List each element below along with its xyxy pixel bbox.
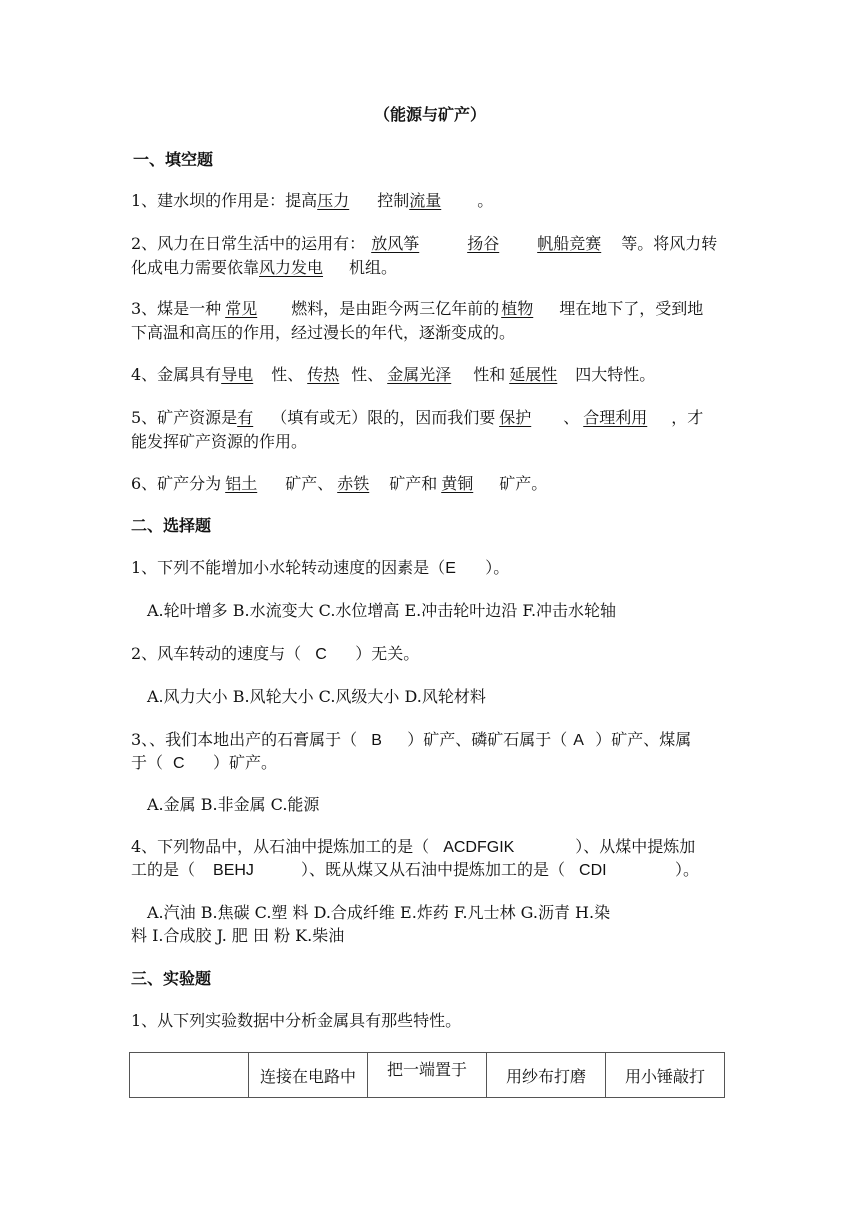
- section-heading-experiment: 三、实验题: [131, 969, 212, 988]
- answer-blank: 延展性: [509, 365, 558, 384]
- choice-question-4-line2: [131, 859, 699, 882]
- answer-blank: 流量: [409, 191, 442, 210]
- choice-question-4: [131, 836, 695, 859]
- question-text: 2、风力在日常生活中的运用有：: [131, 234, 366, 253]
- fill-question-1: [131, 190, 493, 212]
- question-text: 于（: [131, 753, 164, 772]
- answer-blank: 铝土: [225, 474, 258, 493]
- question-text: 工的是（: [131, 860, 196, 879]
- question-text: 燃料，是由距今两三亿年前的: [291, 299, 500, 318]
- question-text: 四大特性。: [575, 365, 656, 384]
- question-text: 性和: [473, 365, 506, 384]
- answer-choice: A: [573, 732, 584, 749]
- question-text: （填有或无）限的，因而我们要: [271, 408, 496, 427]
- answer-choice: CDI: [579, 862, 607, 879]
- answer-choice: BEHJ: [213, 862, 254, 879]
- fill-question-5: [131, 407, 703, 429]
- question-text: ，才: [671, 408, 704, 427]
- fill-question-5-line2: 能发挥矿产资源的作用。: [131, 432, 308, 451]
- question-text: 2、风车转动的速度与（: [131, 644, 302, 663]
- table-header-cell: 用纱布打磨: [487, 1053, 606, 1098]
- choice-question-4-options: A.汽油 B.焦碳 C.塑 料 D.合成纤维 E.炸药 F.凡士林 G.沥青 H.染: [147, 903, 611, 922]
- fill-question-3: [131, 298, 703, 320]
- choice-question-1-options: A.轮叶增多 B.水流变大 C.水位增高 E.冲击轮叶边沿 F.冲击水轮轴: [147, 601, 617, 620]
- question-text: 3、、我们本地出产的石膏属于（: [131, 730, 358, 749]
- question-text: 1、下列不能增加小水轮转动速度的因素是（: [131, 558, 446, 577]
- choice-question-4-options-line2: 料 I.合成胶 J. 肥 田 粉 K.柴油: [131, 926, 345, 945]
- answer-choice: E: [445, 560, 456, 577]
- experiment-table: [129, 1052, 725, 1098]
- answer-blank: 压力: [317, 191, 350, 210]
- answer-blank: 扬谷: [467, 234, 500, 253]
- answer-blank: 放风筝: [371, 234, 420, 253]
- question-text: ）矿产、磷矿石属于（: [407, 730, 568, 749]
- answer-choice: B: [371, 732, 382, 749]
- answer-blank: 保护: [499, 408, 532, 427]
- answer-choice: ACDFGIK: [443, 839, 515, 856]
- experiment-question-1: 1、从下列实验数据中分析金属具有那些特性。: [131, 1011, 462, 1030]
- question-text: ）。: [485, 558, 510, 577]
- choice-question-3-line2: [131, 752, 277, 775]
- section-heading-fill-blank: 一、填空题: [133, 150, 214, 169]
- choice-question-3-options: A.金属 B.非金属 C.能源: [147, 795, 320, 814]
- question-text: 矿产、: [285, 474, 334, 493]
- answer-blank: 常见: [225, 299, 258, 318]
- question-text: ）、既从煤又从石油中提炼加工的是（: [301, 860, 566, 879]
- question-text: 6、矿产分为: [131, 474, 222, 493]
- question-text: 化成电力需要依靠: [131, 258, 260, 277]
- question-text: 4、金属具有: [131, 365, 222, 384]
- table-header-cell: 把一端置于: [368, 1053, 487, 1098]
- question-text: 5、矿产资源是: [131, 408, 238, 427]
- question-text: 。: [477, 191, 494, 210]
- question-text: ）矿产。: [213, 753, 278, 772]
- fill-question-2-line2: [131, 257, 397, 279]
- choice-question-2: [131, 643, 419, 666]
- question-text: 机组。: [349, 258, 398, 277]
- answer-blank: 赤铁: [337, 474, 370, 493]
- answer-choice: C: [173, 755, 185, 772]
- choice-question-1: [131, 557, 509, 580]
- answer-blank: 导电: [221, 365, 254, 384]
- question-text: 4、下列物品中，从石油中提炼加工的是（: [131, 837, 430, 856]
- question-text: 控制: [377, 191, 410, 210]
- section-heading-choice: 二、选择题: [131, 516, 212, 535]
- question-text: 、: [563, 408, 580, 427]
- question-text: 等。将风力转: [621, 234, 718, 253]
- question-text: ）。: [675, 860, 700, 879]
- question-text: ）矿产、煤属: [595, 730, 692, 749]
- table-header-cell: 连接在电路中: [249, 1053, 368, 1098]
- answer-blank: 金属光泽: [387, 365, 452, 384]
- question-text: ）、从煤中提炼加: [575, 837, 696, 856]
- fill-question-6: [131, 473, 547, 495]
- answer-blank: 传热: [307, 365, 340, 384]
- question-text: 性、: [351, 365, 384, 384]
- answer-blank: 风力发电: [259, 258, 324, 277]
- question-text: 矿产和: [389, 474, 438, 493]
- question-text: 3、煤是一种: [131, 299, 222, 318]
- choice-question-3: [131, 729, 691, 752]
- answer-blank: 植物: [501, 299, 534, 318]
- question-text: 埋在地下了，受到地: [559, 299, 704, 318]
- fill-question-4: [131, 364, 655, 386]
- table-header-row: [130, 1053, 725, 1098]
- choice-question-2-options: A.风力大小 B.风轮大小 C.风级大小 D.风轮材料: [147, 687, 486, 706]
- answer-blank: 帆船竞赛: [537, 234, 602, 253]
- fill-question-2: [131, 233, 717, 255]
- question-text: 性、: [271, 365, 304, 384]
- answer-choice: C: [315, 646, 327, 663]
- answer-blank: 黄铜: [441, 474, 474, 493]
- question-text: ）无关。: [355, 644, 420, 663]
- question-text: 1、建水坝的作用是：提高: [131, 191, 318, 210]
- answer-blank: 有: [237, 408, 254, 427]
- table-header-cell: [130, 1053, 249, 1098]
- fill-question-3-line2: 下高温和高压的作用，经过漫长的年代，逐渐变成的。: [131, 323, 516, 342]
- page-title: （能源与矿产）: [373, 105, 486, 124]
- answer-blank: 合理利用: [583, 408, 648, 427]
- table-header-cell: 用小锤敲打: [606, 1053, 725, 1098]
- question-text: 矿产。: [499, 474, 548, 493]
